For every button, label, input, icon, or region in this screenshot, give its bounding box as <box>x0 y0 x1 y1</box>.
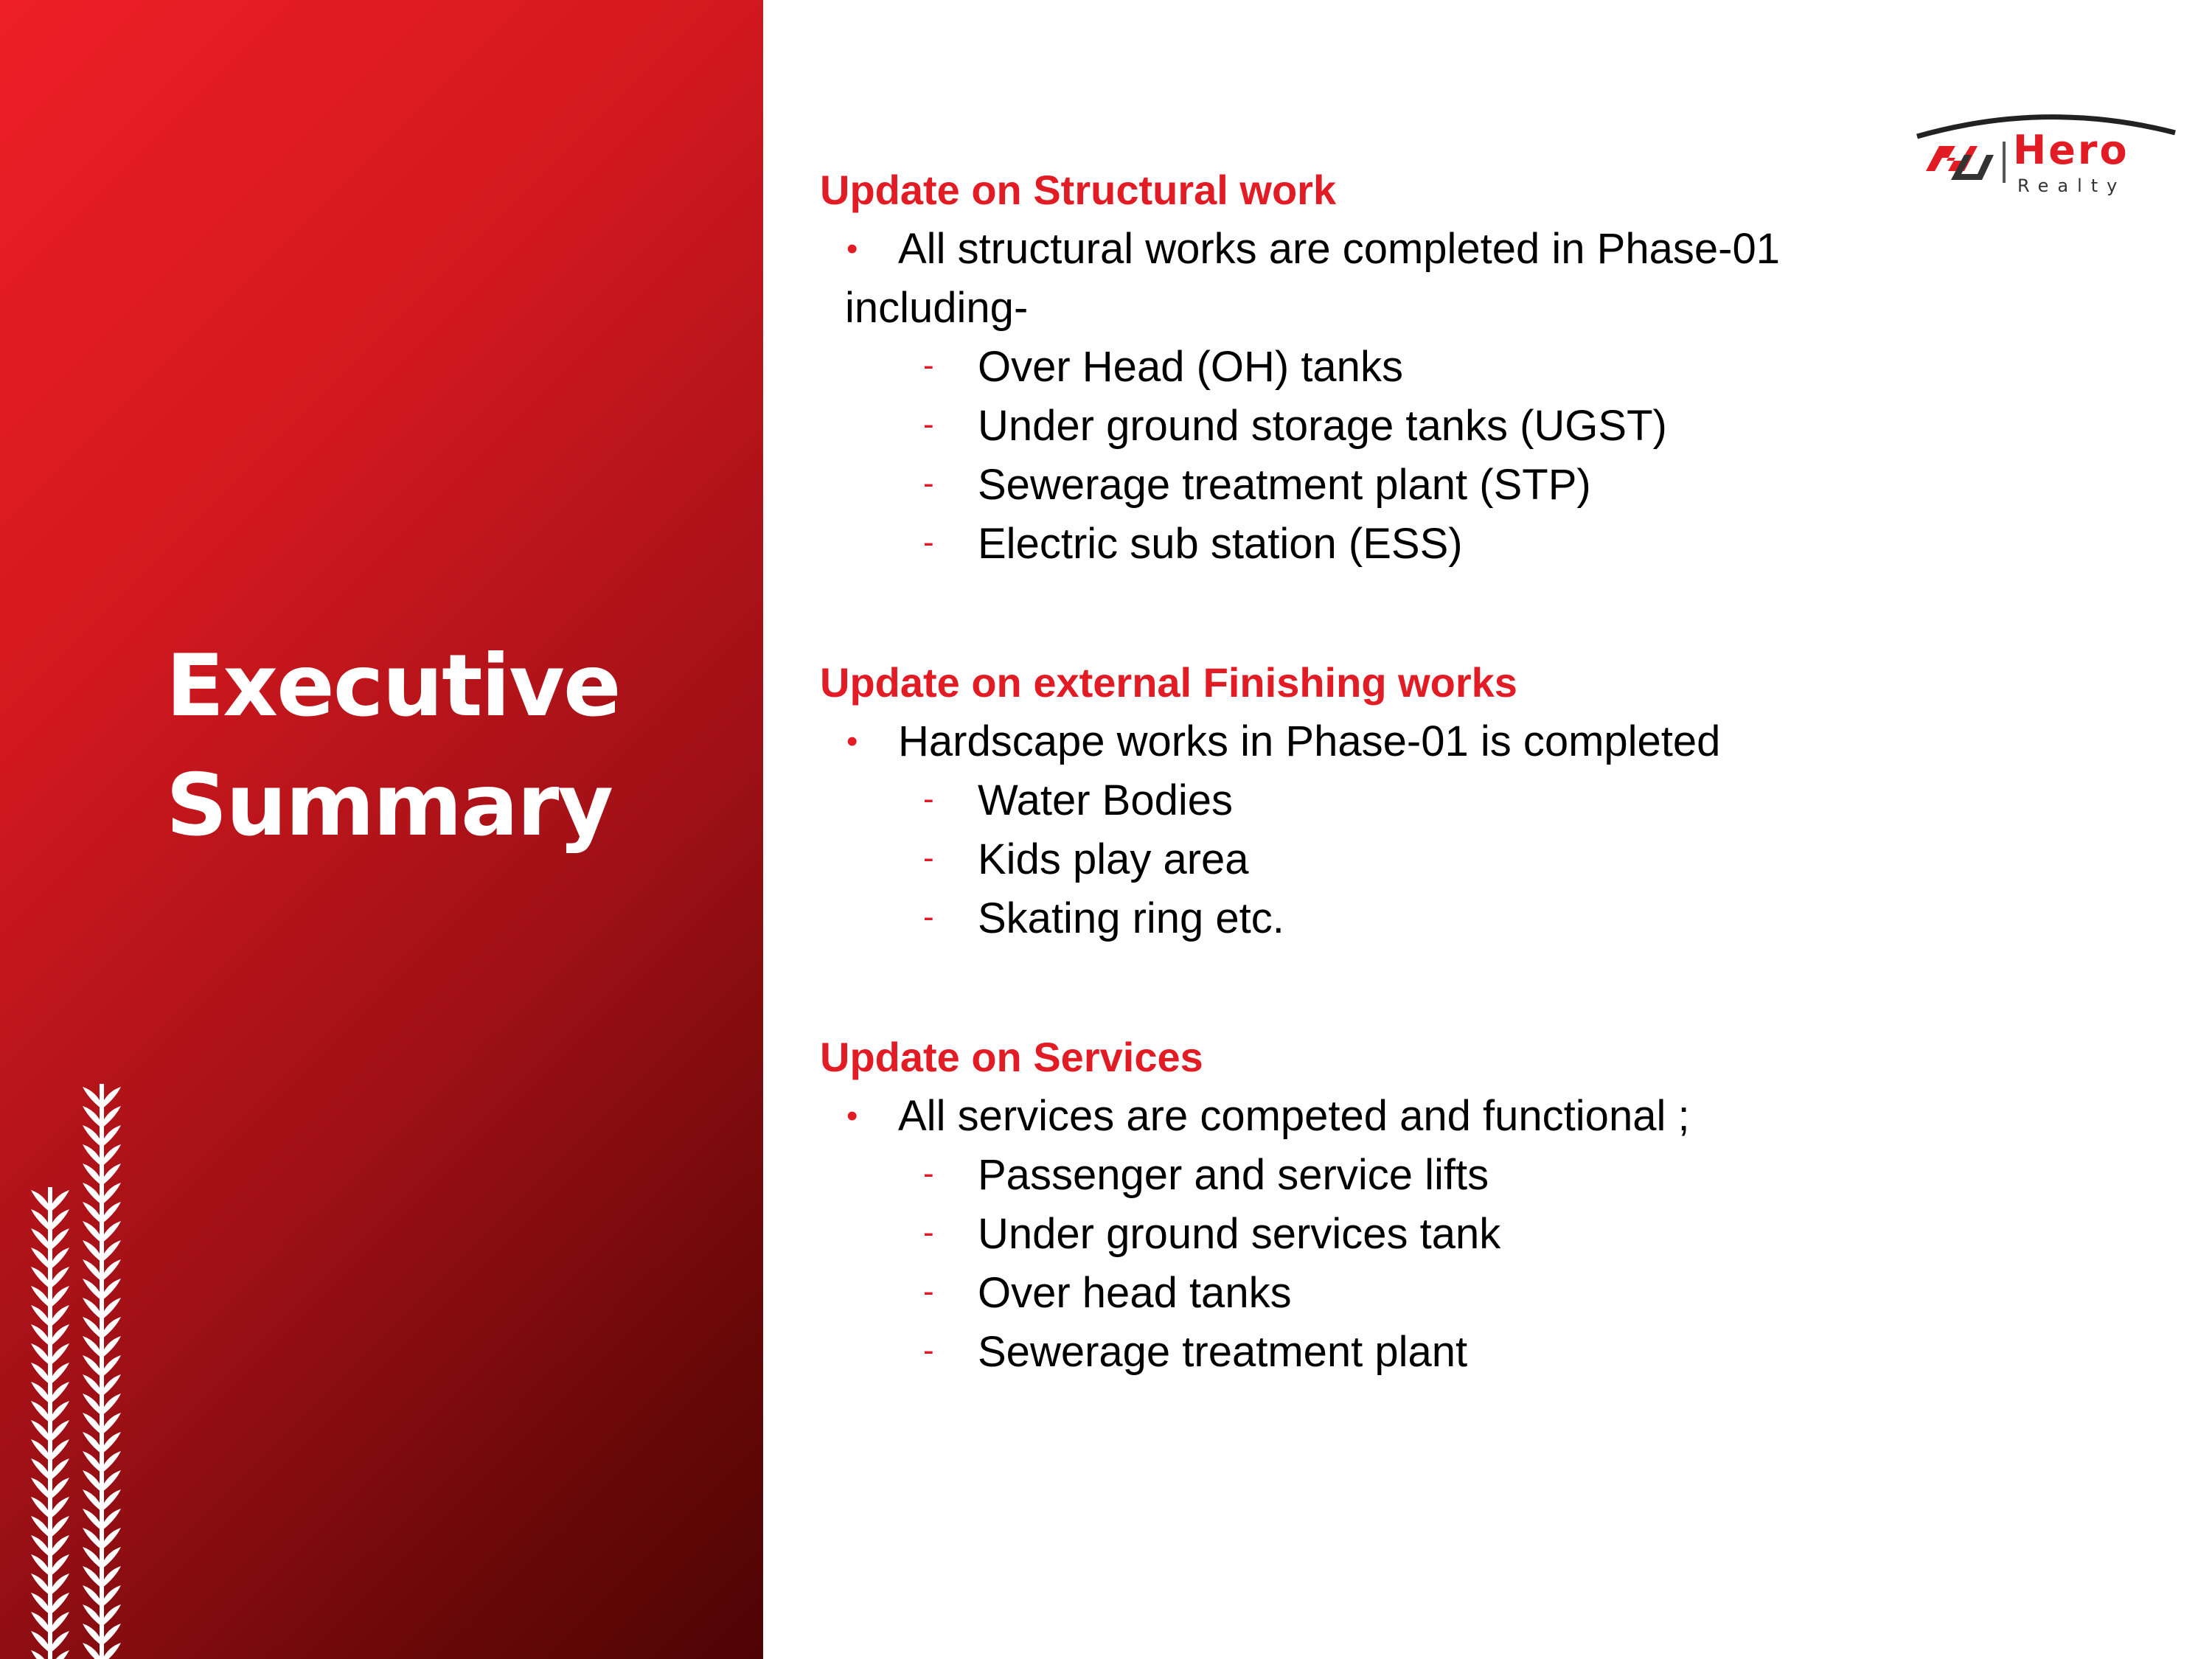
sub-list-item <box>820 515 2147 574</box>
section-structural-work <box>820 161 2147 574</box>
slide-title-line2: Summary <box>166 756 612 855</box>
sub-list-item <box>820 338 2147 397</box>
wheat-decoration-icon <box>15 1062 140 1659</box>
bullet-icon: • <box>846 723 858 759</box>
bullet-icon: • <box>846 1098 858 1134</box>
dash-icon: - <box>923 781 934 817</box>
section-heading: Update on Structural work <box>820 167 1337 213</box>
sub-list-item <box>820 889 2147 948</box>
dash-icon: - <box>923 1155 934 1192</box>
section-external-finishing <box>820 653 2147 948</box>
sub-list-text: Skating ring etc. <box>978 894 1284 942</box>
sub-list-item <box>820 830 2147 889</box>
sub-list-text: Over Head (OH) tanks <box>978 343 1403 391</box>
sub-list-item <box>820 456 2147 515</box>
sub-list-text: Sewerage treatment plant <box>978 1328 1468 1376</box>
bullet-continuation: including- <box>845 284 1029 332</box>
sub-list-text: Over head tanks <box>978 1269 1292 1317</box>
bullet-item <box>820 220 2147 279</box>
dash-icon: - <box>923 899 934 935</box>
sub-list-item <box>820 1264 2147 1323</box>
sub-list-text: Kids play area <box>978 835 1249 883</box>
dash-icon: - <box>923 1273 934 1310</box>
bullet-text: All structural works are completed in Phase-01 <box>898 225 1780 273</box>
dash-icon: - <box>923 1214 934 1251</box>
slide-title-line1: Executive <box>166 636 620 736</box>
slide-title <box>166 627 741 866</box>
dash-icon: - <box>923 347 934 383</box>
left-red-panel <box>0 0 763 1659</box>
section-heading: Update on Services <box>820 1034 1203 1080</box>
bullet-icon: • <box>846 231 858 267</box>
bullet-item <box>820 712 2147 771</box>
dash-icon: - <box>923 524 934 560</box>
bullet-text: All services are competed and functional ; <box>898 1092 1690 1140</box>
dash-icon: - <box>923 406 934 442</box>
sub-list-text: Electric sub station (ESS) <box>978 520 1463 568</box>
summary-content <box>820 161 2147 1382</box>
dash-icon: - <box>923 840 934 876</box>
sub-list-text: Under ground storage tanks (UGST) <box>978 402 1667 450</box>
sub-list-text: Sewerage treatment plant (STP) <box>978 461 1591 509</box>
dash-icon: - <box>923 465 934 501</box>
sub-list-item <box>820 1146 2147 1205</box>
svg-text:Realty: Realty <box>2017 175 2126 196</box>
sub-list-text: Under ground services tank <box>978 1210 1501 1258</box>
section-heading: Update on external Finishing works <box>820 659 1517 706</box>
svg-text:Hero: Hero <box>2013 127 2129 173</box>
sub-list-text: Water Bodies <box>978 776 1233 824</box>
bullet-text: Hardscape works in Phase-01 is completed <box>898 717 1721 765</box>
section-services <box>820 1028 2147 1382</box>
sub-list-text: Passenger and service lifts <box>978 1151 1489 1199</box>
bullet-item <box>820 1087 2147 1146</box>
sub-list-item <box>820 1323 2147 1382</box>
sub-list-item <box>820 397 2147 456</box>
sub-list-item <box>820 771 2147 830</box>
dash-icon: - <box>923 1332 934 1368</box>
sub-list-item <box>820 1205 2147 1264</box>
